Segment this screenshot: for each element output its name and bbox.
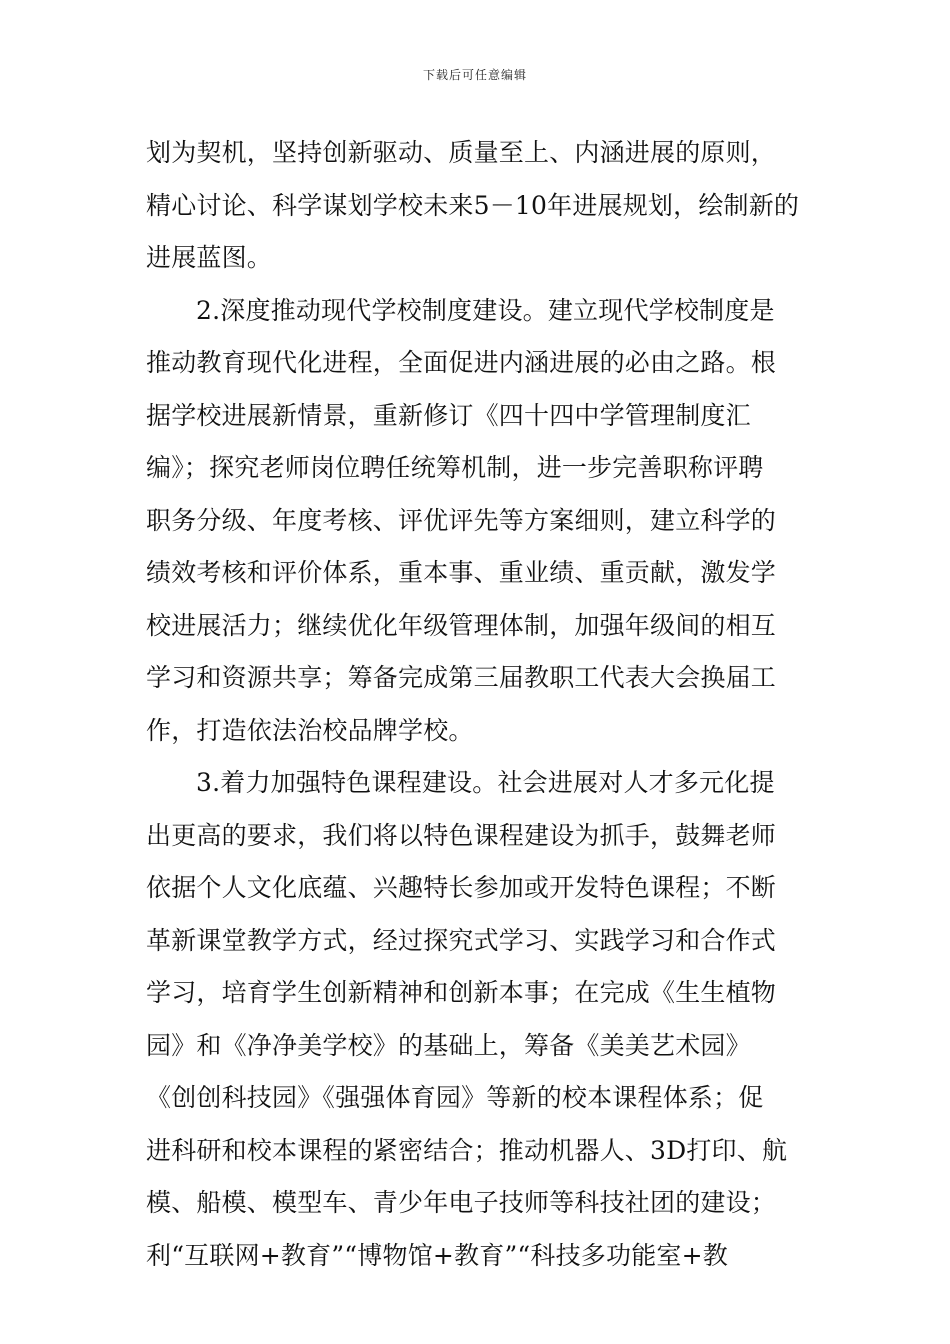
text-line: 依据个人文化底蕴、兴趣特长参加或开发特色课程；不断 [146, 873, 777, 902]
text-line: 《创创科技园》《强强体育园》等新的校本课程体系；促 [146, 1083, 764, 1112]
text-line: 推动教育现代化进程，全面促进内涵进展的必由之路。根 [146, 348, 777, 377]
text-line: 进科研和校本课程的紧密结合；推动机器人、3D打印、航 [146, 1135, 788, 1165]
text-line: 学习，培育学生创新精神和创新本事；在完成《生生植物 [146, 978, 777, 1007]
text-line: 革新课堂教学方式，经过探究式学习、实践学习和合作式 [146, 925, 777, 955]
text-line: 园》和《净净美学校》的基础上，筹备《美美艺术园》 [146, 1030, 751, 1060]
text-line: 学习和资源共享；筹备完成第三届教职工代表大会换届工 [146, 663, 777, 692]
text-line: 利“互联网+教育”“博物馆+教育”“科技多功能室+教 [146, 1240, 728, 1270]
paragraph-start-line: 2.深度推动现代学校制度建设。建立现代学校制度是 [196, 295, 775, 325]
paragraph-start-line: 3.着力加强特色课程建设。社会进展对人才多元化提 [196, 768, 775, 797]
document-body [146, 127, 810, 1282]
text-line: 作，打造依法治校品牌学校。 [146, 715, 474, 745]
text-line: 精心讨论、科学谋划学校未来5－10年进展规划，绘制新的 [146, 190, 800, 220]
text-line: 出更高的要求，我们将以特色课程建设为抓手，鼓舞老师 [146, 820, 777, 850]
text-line: 绩效考核和评价体系，重本事、重业绩、重贡献，激发学 [146, 558, 777, 587]
text-line: 划为契机，坚持创新驱动、质量至上、内涵进展的原则， [146, 138, 777, 167]
text-line: 据学校进展新情景，重新修订《四十四中学管理制度汇 [146, 400, 751, 430]
text-line: 模、船模、模型车、青少年电子技师等科技社团的建设； [146, 1188, 777, 1217]
text-line: 职务分级、年度考核、评优评先等方案细则，建立科学的 [146, 505, 777, 535]
header-note: 下载后可任意编辑 [422, 68, 527, 82]
text-line: 校进展活力；继续优化年级管理体制，加强年级间的相互 [146, 610, 777, 640]
text-line: 编》；探究老师岗位聘任统筹机制，进一步完善职称评聘 [146, 453, 764, 482]
text-line: 进展蓝图。 [146, 243, 273, 272]
